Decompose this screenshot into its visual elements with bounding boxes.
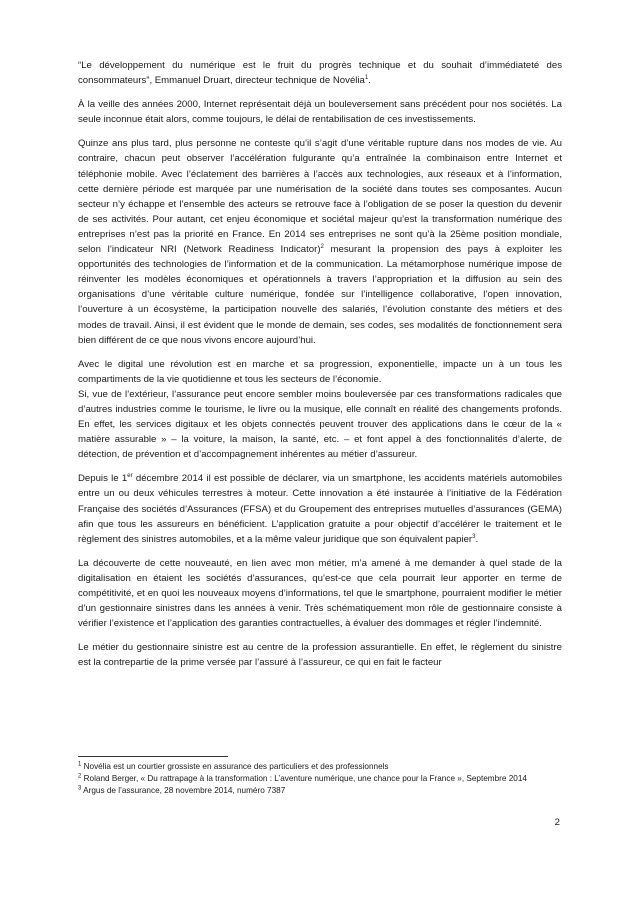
paragraph	[78, 471, 562, 546]
paragraph	[78, 97, 562, 127]
footnote-text: Argus de l’assurance, 28 novembre 2014, numéro 7387	[81, 786, 286, 796]
footnote-ref: 3	[472, 533, 476, 540]
footnote-ref: er	[127, 473, 133, 480]
paragraph-text: Quinze ans plus tard, plus personne ne conteste qu’il s’agit d’une véritable rupture dans nos modes de vie. Au contraire, chacun peut observer l’accélération fulgurante qu’a entraînée la combinaison entre Internet et téléphonie mobile. Avec l’éclatement des barrières à l’accès aux technologies, aux réseaux et à l’information, cette dernière période est marquée par une numérisation de la société dans toutes ses composantes. Aucun secteur n’y échappe et l’ensemble des acteurs se retrouve face à l’obligation de se poser la question du devenir de ses activités. Pour autant, cet enjeu économique et sociétal majeur qu’est la transformation numérique des entreprises n’est pas la priorité en France. En 2014 ses entreprises ne sont qu’à la 25ème position mondiale, selon l’indicateur NRI (Network Readiness Indicator)	[78, 138, 562, 256]
paragraph	[78, 58, 562, 88]
footnote-ref: 1	[364, 74, 369, 81]
footnote-text: Novélia est un courtier grossiste en assurance des particuliers et des professionnels	[81, 762, 389, 771]
footnote	[78, 785, 562, 797]
footnote-separator	[78, 756, 228, 757]
footnote-number: 1	[78, 761, 82, 768]
footnote	[78, 773, 562, 785]
paragraph-text: Si, vue de l’extérieur, l’assurance peut encore sembler moins bouleversée par ces transformations radicales que d’autres industries comme le tourisme, le livre ou la musique, elle connaît en réalité des changements profonds. En effet, les services digitaux et les objets connectés peuvent trouver des applications dans le cœur de la « matière assurable » – la voiture, la maison, la santé, etc. – et font appel à des fonctionnalités d’alerte, de détection, de prévention et d’accompagnement inhérentes au métier d’assureur.	[78, 388, 562, 461]
footnote-ref: 2	[320, 243, 324, 250]
footnote-text: Roland Berger, « Du rattrapage à la transformation : L’aventure numérique, une chance pour la France », Septembre 2014	[81, 774, 527, 784]
paragraph-text: À la veille des années 2000, Internet représentait déjà un bouleversement sans précédent pour nos sociétés. La seule inconnue était alors, comme toujours, le délai de rentabilisation de ces investissements.	[78, 99, 562, 126]
paragraph-text: La découverte de cette nouveauté, en lien avec mon métier, m’a amené à me demander à quel stade de la digitalisation en étaient les sociétés d’assurances, qu’est-ce que cela pourrait leur apporter en terme de compétitivité, et en quoi les nouveaux moyens d’informations, tel que le smartphone, pourraient modifier le métier d’un gestionnaire sinistres dans les années à venir. Très schématiquement mon rôle de gestionnaire consiste à vérifier l’existence et l’application des garanties contractuelles, à évaluer des dommages et régler l’indemnité.	[78, 557, 562, 630]
paragraph-text: Depuis le 1	[78, 473, 128, 485]
page-number: 2	[554, 817, 560, 828]
paragraph-text: Avec le digital une révolution est en marche et sa progression, exponentielle, impacte un à un tous les compartiments de la vie quotidienne et tous les secteurs de l’économie.	[78, 358, 562, 385]
footnote-list	[78, 761, 562, 798]
paragraph	[78, 136, 562, 347]
footnote-number: 2	[78, 773, 82, 780]
paragraph-text: décembre 2014 il est possible de déclarer, via un smartphone, les accidents matériels automobiles entre un ou deux véhicules terrestres à moteur. Cette innovation a été instaurée à l’initiative de la Fédération Française des sociétés d’Assurances (FFSA) et du Groupement des entreprises mutuelles d’assurances (GEMA) afin que tous les assureurs en bénéficient. L’application gratuite a pour objectif d’accélérer le traitement et le règlement des sinistres automobiles, et a la même valeur juridique que son équivalent papier	[78, 473, 562, 545]
paragraph	[78, 556, 562, 631]
paragraph	[78, 640, 562, 670]
paragraph-text: mesurant la propension des pays à exploiter les opportunités des technologies de l’information et de la communication. La métamorphose numérique impose de réinventer les modèles économiques et opérationnels à travers l’appropriation et la diffusion au sein des organisations d’une véritable culture numérique, fondée sur l’intelligence collaborative, l’open innovation, l’ouverture à un écosystème, la participation nouvelle des salariés, l’évolution constante des métiers et des modes de travail. Ainsi, il est évident que le monde de demain, ses codes, ses modalités de fonctionnement sera bien différent de ce que nous vivons encore aujourd’hui.	[78, 244, 562, 346]
paragraph	[78, 357, 562, 463]
body-text	[78, 58, 562, 679]
footnote-number: 3	[78, 785, 82, 792]
paragraph-text: Le métier du gestionnaire sinistre est au centre de la profession assurantielle. En effet, le règlement du sinistre est la contrepartie de la prime versée par l’assuré à l’assureur, ce qui en fait le facteur	[78, 642, 562, 669]
paragraph-text: “Le développement du numérique est le fruit du progrès technique et du souhait d’immédiateté des consommateurs”, Emmanuel Druart, directeur technique de Novélia	[78, 60, 562, 87]
footnote	[78, 761, 562, 773]
footnotes	[78, 756, 562, 798]
paragraph-text: .	[475, 533, 479, 545]
paragraph-text: .	[368, 75, 371, 87]
